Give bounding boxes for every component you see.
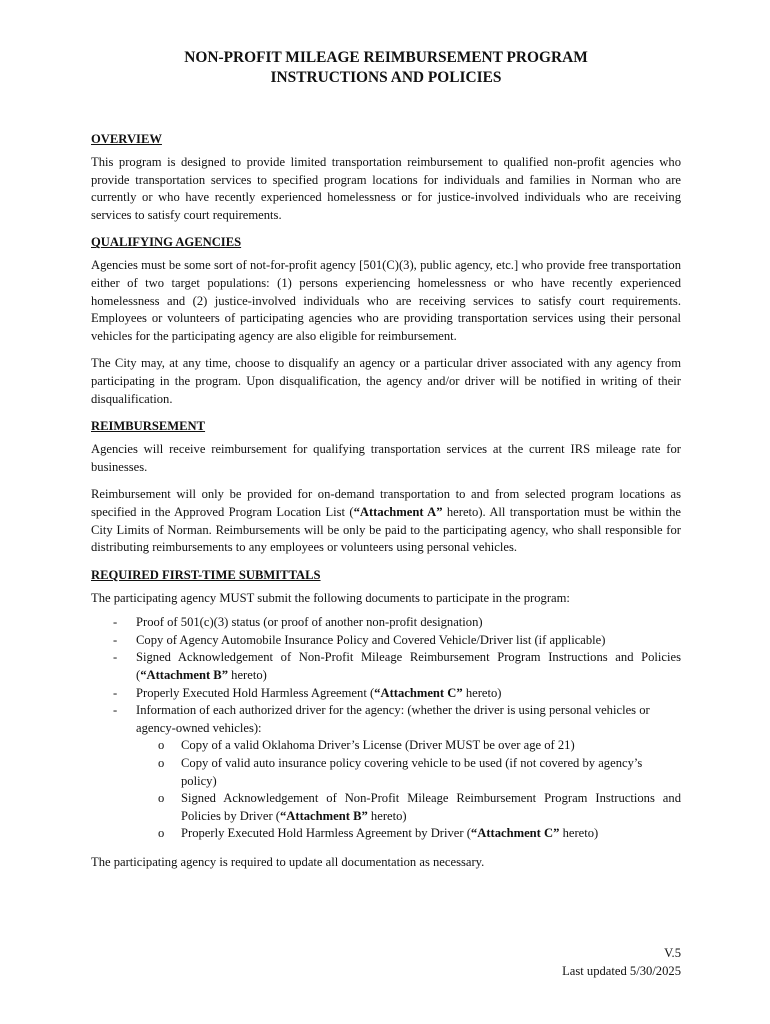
driver-sublist xyxy=(136,737,681,843)
sub-list-item: o Copy of valid auto insurance policy covering vehicle to be used (if not covered by agency’s policy) xyxy=(136,755,681,790)
list-item xyxy=(91,685,681,703)
list-item xyxy=(91,702,681,843)
text-run: hereto). All transportation must be within the City Limits of Norman. Reimbursements will be only be paid to the participating agency, who shall responsible for distributing reimbursements to any employees or volunteers using personal vehicles. xyxy=(91,504,681,555)
title-line-2: INSTRUCTIONS AND POLICIES xyxy=(270,69,502,86)
text-run: hereto) xyxy=(367,808,407,823)
qualifying-heading: QUALIFYING AGENCIES xyxy=(91,235,242,250)
version-label: V.5 xyxy=(664,946,681,960)
list-item xyxy=(91,649,681,684)
text-run: Reimbursement will only be provided for on-demand transportation to and from selected program locations as specified in the Approved Program Location List ( xyxy=(91,487,681,519)
qualifying-section xyxy=(91,234,681,408)
attachment-b-ref: “Attachment B” xyxy=(279,808,368,823)
submittals-list xyxy=(91,614,681,843)
driver-info-text: Information of each authorized driver for the agency: (whether the driver is using personal vehicles or agency-owned vehicles): xyxy=(136,703,650,735)
attachment-b-ref: “Attachment B” xyxy=(140,668,228,683)
overview-section xyxy=(91,131,681,224)
text-run: hereto) xyxy=(462,685,502,700)
document-title xyxy=(91,48,681,88)
reimbursement-paragraph-2 xyxy=(91,486,681,556)
sub-list-item xyxy=(136,790,681,825)
last-updated-label: Last updated 5/30/2025 xyxy=(562,963,681,978)
reimbursement-heading: REIMBURSEMENT xyxy=(91,419,206,434)
attachment-c-ref: “Attachment C” xyxy=(470,826,560,841)
overview-heading: OVERVIEW xyxy=(91,132,162,146)
submittals-closing: The participating agency is required to update all documentation as necessary. xyxy=(91,855,485,869)
text-run: Signed Acknowledgement of Non-Profit Mileage Reimbursement Program Instructions and Policies ( xyxy=(136,650,681,683)
list-item: - Copy of Agency Automobile Insurance Policy and Covered Vehicle/Driver list (if applicable) xyxy=(91,632,681,650)
document-footer xyxy=(562,945,681,980)
list-item: - Proof of 501(c)(3) status (or proof of another non-profit designation) xyxy=(91,614,681,632)
qualifying-paragraph-1: Agencies must be some sort of not-for-profit agency [501(C)(3), public agency, etc.] who provide free transportation either of two target populations: (1) persons experiencing homelessness or who have recently experienced homelessness and (2) justice-involved individuals who are receiving services to satisfy court requirements. Employees or volunteers of participating agencies who are providing transportation services using their personal vehicles for the participating agency are also eligible for reimbursement. xyxy=(91,258,681,343)
sub-list-item: o Copy of a valid Oklahoma Driver’s License (Driver MUST be over age of 21) xyxy=(136,737,681,755)
sub-list-item xyxy=(136,825,681,843)
attachment-a-ref: “Attachment A” xyxy=(353,504,443,519)
attachment-c-ref: “Attachment C” xyxy=(374,685,463,700)
overview-text: This program is designed to provide limited transportation reimbursement to qualified non-profit agencies who provide transportation services to specified program locations for individuals and families in Norman who are currently or who have recently experienced homelessness or for justice-involved individuals who are receiving services to satisfy court requirements. xyxy=(91,155,681,222)
text-run: Properly Executed Hold Harmless Agreement by Driver ( xyxy=(181,826,471,841)
text-run: Properly Executed Hold Harmless Agreement ( xyxy=(136,685,375,700)
submittals-section xyxy=(91,567,681,872)
submittals-intro: The participating agency MUST submit the following documents to participate in the program: xyxy=(91,590,570,605)
title-line-1: NON-PROFIT MILEAGE REIMBURSEMENT PROGRAM xyxy=(184,49,588,66)
reimbursement-paragraph-1: Agencies will receive reimbursement for qualifying transportation services at the current IRS mileage rate for businesses. xyxy=(91,442,681,474)
text-run: hereto) xyxy=(559,826,599,841)
text-run: Signed Acknowledgement of Non-Profit Mileage Reimbursement Program Instructions and Policies by Driver ( xyxy=(181,791,681,823)
text-run: hereto) xyxy=(228,668,267,683)
qualifying-paragraph-2: The City may, at any time, choose to disqualify an agency or a particular driver associated with any agency from participating in the program. Upon disqualification, the agency and/or driver will be notified in writing of their disqualification. xyxy=(91,356,681,406)
reimbursement-section xyxy=(91,418,681,557)
submittals-heading: REQUIRED FIRST-TIME SUBMITTALS xyxy=(91,567,321,582)
document-body xyxy=(91,48,681,882)
